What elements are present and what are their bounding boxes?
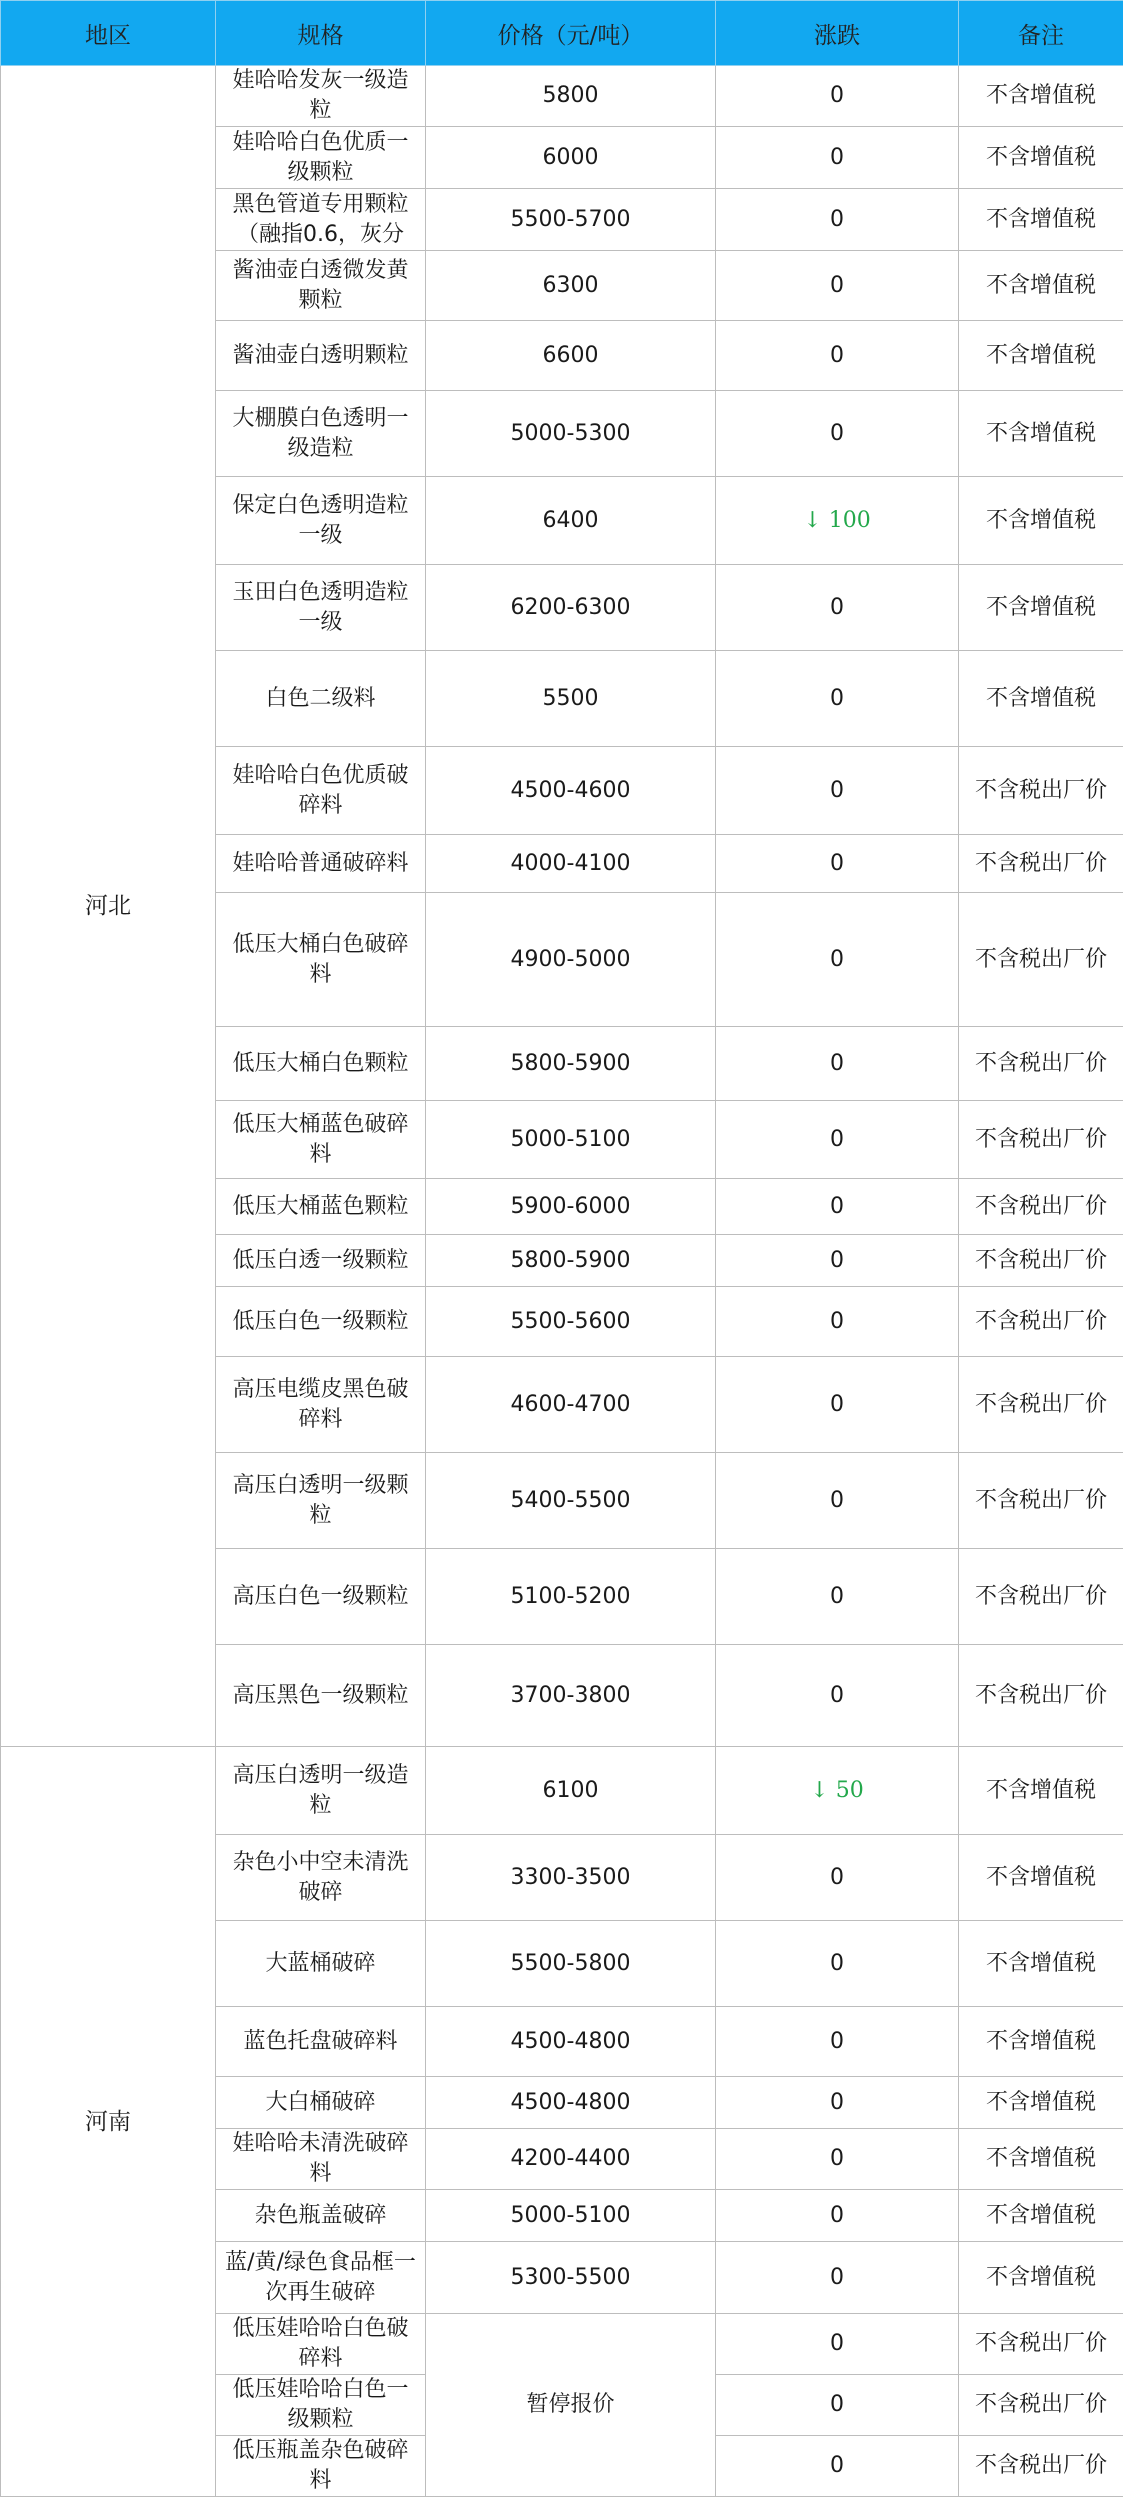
change-value: 0	[830, 1950, 844, 1976]
change-value: 0	[830, 1050, 844, 1076]
change-value: 0	[830, 2146, 844, 2171]
note-cell: 不含税出厂价	[959, 2375, 1123, 2436]
change-value: 0	[830, 2089, 844, 2115]
change-cell	[716, 189, 959, 251]
spec-cell: 娃哈哈普通破碎料	[216, 835, 426, 893]
spec-cell: 高压白色一级颗粒	[216, 1549, 426, 1645]
change-cell	[716, 1101, 959, 1179]
note-cell: 不含增值税	[959, 2190, 1123, 2242]
note-cell: 不含税出厂价	[959, 747, 1123, 835]
header-row	[1, 1, 1123, 66]
change-cell	[716, 66, 959, 127]
spec-cell: 低压白透一级颗粒	[216, 1235, 426, 1287]
spec-cell: 高压电缆皮黑色破碎料	[216, 1357, 426, 1453]
price-cell: 5900-6000	[426, 1179, 716, 1235]
note-cell: 不含税出厂价	[959, 1179, 1123, 1235]
note-cell: 不含增值税	[959, 651, 1123, 747]
change-cell	[716, 1287, 959, 1357]
spec-cell: 娃哈哈白色优质破碎料	[216, 747, 426, 835]
spec-cell: 低压白色一级颗粒	[216, 1287, 426, 1357]
change-cell	[716, 1549, 959, 1645]
change-cell	[716, 2190, 959, 2242]
price-cell: 5500-5700	[426, 189, 716, 251]
price-cell: 4500-4800	[426, 2007, 716, 2077]
change-cell	[716, 1645, 959, 1747]
change-cell	[716, 565, 959, 651]
spec-cell: 低压瓶盖杂色破碎料	[216, 2436, 426, 2497]
change-value: 0	[830, 946, 844, 972]
header-region: 地区	[1, 1, 216, 66]
change-cell	[716, 2375, 959, 2436]
change-cell	[716, 835, 959, 893]
price-cell: 4500-4600	[426, 747, 716, 835]
change-cell	[716, 747, 959, 835]
change-value: 0	[830, 83, 844, 108]
price-cell: 5300-5500	[426, 2242, 716, 2314]
note-cell: 不含增值税	[959, 2077, 1123, 2129]
change-value: ↓ 100	[803, 507, 871, 533]
region-cell: 河北	[1, 66, 216, 1747]
change-cell	[716, 651, 959, 747]
note-cell: 不含增值税	[959, 66, 1123, 127]
change-value: 0	[830, 206, 844, 232]
spec-cell: 高压白透明一级颗粒	[216, 1453, 426, 1549]
spec-cell: 大白桶破碎	[216, 2077, 426, 2129]
price-cell: 3300-3500	[426, 1835, 716, 1921]
change-cell	[716, 477, 959, 565]
spec-cell: 玉田白色透明造粒一级	[216, 565, 426, 651]
change-value: 0	[830, 2331, 844, 2356]
price-cell: 6100	[426, 1747, 716, 1835]
spec-cell: 大棚膜白色透明一级造粒	[216, 391, 426, 477]
price-cell: 6300	[426, 251, 716, 321]
spec-cell: 高压黑色一级颗粒	[216, 1645, 426, 1747]
change-cell	[716, 2129, 959, 2190]
note-cell: 不含增值税	[959, 1921, 1123, 2007]
price-cell: 4600-4700	[426, 1357, 716, 1453]
price-cell: 6400	[426, 477, 716, 565]
change-value: 0	[830, 1583, 844, 1609]
price-cell: 5800-5900	[426, 1235, 716, 1287]
note-cell: 不含税出厂价	[959, 2314, 1123, 2375]
spec-cell: 高压白透明一级造粒	[216, 1747, 426, 1835]
spec-cell: 黑色管道专用颗粒（融指0.6，灰分	[216, 189, 426, 251]
price-cell: 4000-4100	[426, 835, 716, 893]
header-price: 价格（元/吨）	[426, 1, 716, 66]
note-cell: 不含增值税	[959, 477, 1123, 565]
note-cell: 不含增值税	[959, 321, 1123, 391]
change-value: 0	[830, 1682, 844, 1708]
price-cell: 5000-5100	[426, 1101, 716, 1179]
change-value: 0	[830, 1487, 844, 1513]
change-cell	[716, 391, 959, 477]
header-spec: 规格	[216, 1, 426, 66]
change-value: 0	[830, 1247, 844, 1273]
change-value: 0	[830, 1864, 844, 1890]
price-cell: 5000-5100	[426, 2190, 716, 2242]
note-cell: 不含增值税	[959, 1747, 1123, 1835]
spec-cell: 杂色瓶盖破碎	[216, 2190, 426, 2242]
spec-cell: 低压大桶白色破碎料	[216, 893, 426, 1027]
price-cell: 6000	[426, 127, 716, 189]
spec-cell: 低压娃哈哈白色一级颗粒	[216, 2375, 426, 2436]
change-value: 0	[830, 850, 844, 876]
note-cell: 不含增值税	[959, 2007, 1123, 2077]
price-cell: 6200-6300	[426, 565, 716, 651]
spec-cell: 白色二级料	[216, 651, 426, 747]
note-cell: 不含增值税	[959, 189, 1123, 251]
spec-cell: 娃哈哈白色优质一级颗粒	[216, 127, 426, 189]
change-value: 0	[830, 1391, 844, 1417]
change-value: 0	[830, 2028, 844, 2054]
change-cell	[716, 1179, 959, 1235]
note-cell: 不含税出厂价	[959, 1645, 1123, 1747]
spec-cell: 酱油壶白透明颗粒	[216, 321, 426, 391]
change-value: 0	[830, 2453, 844, 2478]
price-cell: 5100-5200	[426, 1549, 716, 1645]
change-value: 0	[830, 420, 844, 446]
change-value: 0	[830, 2264, 844, 2290]
header-note: 备注	[959, 1, 1123, 66]
change-cell	[716, 321, 959, 391]
spec-cell: 杂色小中空未清洗破碎	[216, 1835, 426, 1921]
spec-cell: 蓝色托盘破碎料	[216, 2007, 426, 2077]
price-cell: 5400-5500	[426, 1453, 716, 1549]
spec-cell: 保定白色透明造粒一级	[216, 477, 426, 565]
note-cell: 不含税出厂价	[959, 835, 1123, 893]
note-cell: 不含增值税	[959, 251, 1123, 321]
change-cell	[716, 1453, 959, 1549]
table-row	[1, 1747, 1123, 1835]
table-row	[1, 66, 1123, 127]
change-cell	[716, 2242, 959, 2314]
note-cell: 不含增值税	[959, 2242, 1123, 2314]
change-cell	[716, 1235, 959, 1287]
change-cell	[716, 127, 959, 189]
change-cell	[716, 1027, 959, 1101]
price-cell: 5500-5600	[426, 1287, 716, 1357]
spec-cell: 大蓝桶破碎	[216, 1921, 426, 2007]
change-value: 0	[830, 2202, 844, 2228]
price-cell: 5800-5900	[426, 1027, 716, 1101]
price-cell: 4900-5000	[426, 893, 716, 1027]
note-cell: 不含税出厂价	[959, 1549, 1123, 1645]
change-cell	[716, 1921, 959, 2007]
change-cell	[716, 1835, 959, 1921]
note-cell: 不含税出厂价	[959, 2436, 1123, 2497]
spec-cell: 低压娃哈哈白色破碎料	[216, 2314, 426, 2375]
change-value: 0	[830, 1308, 844, 1334]
change-cell	[716, 1747, 959, 1835]
price-cell: 3700-3800	[426, 1645, 716, 1747]
price-cell: 5500	[426, 651, 716, 747]
change-cell	[716, 1357, 959, 1453]
spec-cell: 娃哈哈发灰一级造粒	[216, 66, 426, 127]
note-cell: 不含税出厂价	[959, 893, 1123, 1027]
price-cell: 5800	[426, 66, 716, 127]
spec-cell: 蓝/黄/绿色食品框一次再生破碎	[216, 2242, 426, 2314]
region-cell: 河南	[1, 1747, 216, 2497]
note-cell: 不含增值税	[959, 2129, 1123, 2190]
price-suspended-cell: 暂停报价	[426, 2314, 716, 2497]
price-cell: 6600	[426, 321, 716, 391]
note-cell: 不含税出厂价	[959, 1357, 1123, 1453]
price-cell: 4500-4800	[426, 2077, 716, 2129]
price-cell: 5000-5300	[426, 391, 716, 477]
change-value: 0	[830, 1193, 844, 1219]
change-value: 0	[830, 777, 844, 803]
spec-cell: 娃哈哈未清洗破碎料	[216, 2129, 426, 2190]
change-cell	[716, 2077, 959, 2129]
price-cell: 4200-4400	[426, 2129, 716, 2190]
spec-cell: 低压大桶蓝色破碎料	[216, 1101, 426, 1179]
change-value: 0	[830, 342, 844, 368]
note-cell: 不含增值税	[959, 565, 1123, 651]
change-cell	[716, 251, 959, 321]
price-cell: 5500-5800	[426, 1921, 716, 2007]
note-cell: 不含税出厂价	[959, 1235, 1123, 1287]
change-cell	[716, 893, 959, 1027]
note-cell: 不含增值税	[959, 391, 1123, 477]
change-value: 0	[830, 272, 844, 298]
note-cell: 不含税出厂价	[959, 1287, 1123, 1357]
note-cell: 不含税出厂价	[959, 1101, 1123, 1179]
note-cell: 不含增值税	[959, 1835, 1123, 1921]
change-cell	[716, 2314, 959, 2375]
change-value: 0	[830, 594, 844, 620]
spec-cell: 酱油壶白透微发黄颗粒	[216, 251, 426, 321]
change-cell	[716, 2007, 959, 2077]
change-value: 0	[830, 144, 844, 170]
spec-cell: 低压大桶白色颗粒	[216, 1027, 426, 1101]
change-cell	[716, 2436, 959, 2497]
spec-cell: 低压大桶蓝色颗粒	[216, 1179, 426, 1235]
note-cell: 不含税出厂价	[959, 1027, 1123, 1101]
note-cell: 不含税出厂价	[959, 1453, 1123, 1549]
change-value: 0	[830, 685, 844, 711]
change-value: 0	[830, 2392, 844, 2417]
note-cell: 不含增值税	[959, 127, 1123, 189]
change-value: ↓ 50	[810, 1777, 864, 1803]
header-change: 涨跌	[716, 1, 959, 66]
change-value: 0	[830, 1126, 844, 1152]
